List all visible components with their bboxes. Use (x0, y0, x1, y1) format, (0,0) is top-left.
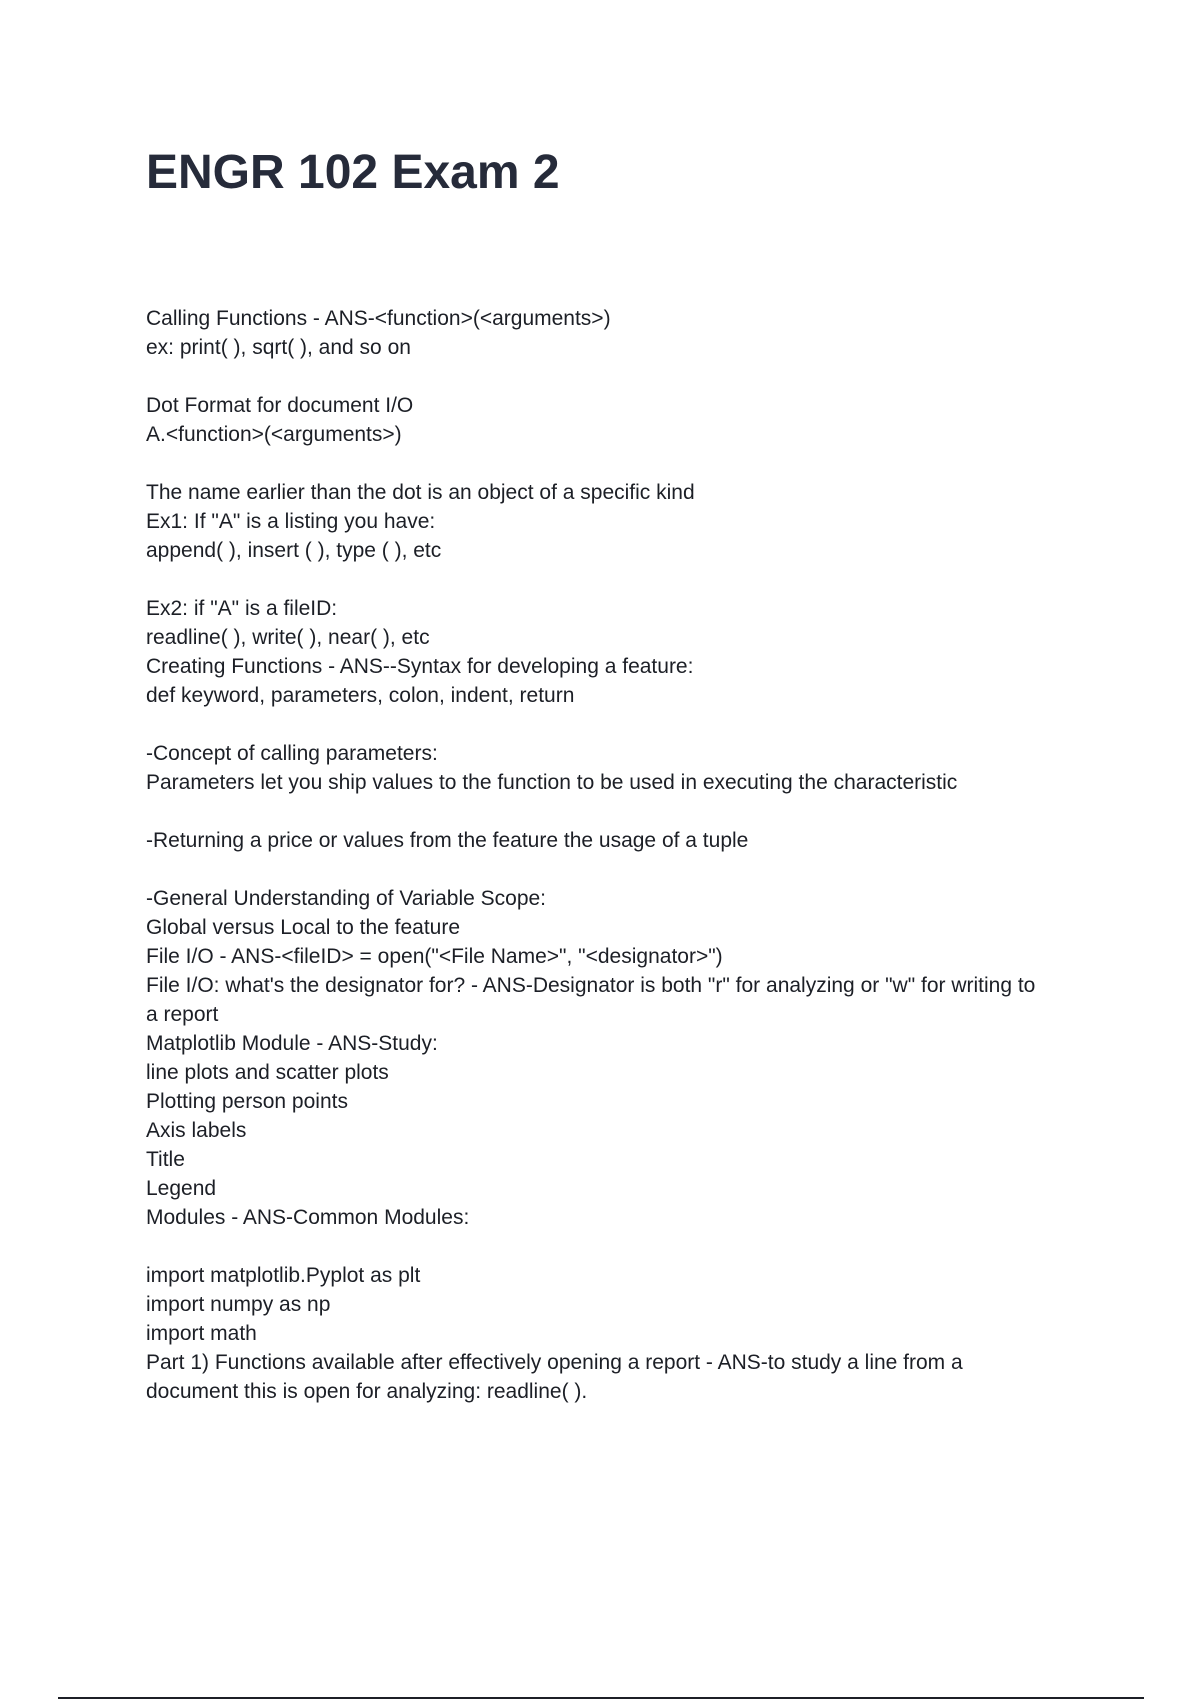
text-line: document this is open for analyzing: readline( ). (146, 1380, 588, 1403)
text-line: Ex2: if "A" is a fileID: (146, 597, 338, 620)
text-line: File I/O - ANS-<fileID> = open("<File Name>", "<designator>") (146, 945, 723, 968)
blank-line (146, 797, 1096, 826)
text-line: Part 1) Functions available after effectively opening a report - ANS-to study a line from a (146, 1351, 963, 1374)
text-line: Calling Functions - ANS-<function>(<arguments>) (146, 307, 611, 330)
text-line: import matplotlib.Pyplot as plt (146, 1264, 421, 1287)
text-line: -Concept of calling parameters: (146, 742, 438, 765)
text-line: Matplotlib Module - ANS-Study: (146, 1032, 438, 1055)
blank-line (146, 362, 1096, 391)
text-line: Plotting person points (146, 1090, 348, 1113)
blank-line (146, 855, 1096, 884)
text-line: readline( ), write( ), near( ), etc (146, 626, 430, 649)
document-body (146, 304, 1096, 1406)
text-line: import math (146, 1322, 257, 1345)
text-line: def keyword, parameters, colon, indent, return (146, 684, 575, 707)
blank-line (146, 710, 1096, 739)
text-line: Title (146, 1148, 185, 1171)
text-line: -General Understanding of Variable Scope: (146, 887, 547, 910)
text-line: a report (146, 1003, 219, 1026)
document-title: ENGR 102 Exam 2 (146, 146, 560, 199)
text-line: -Returning a price or values from the feature the usage of a tuple (146, 829, 749, 852)
text-line: Parameters let you ship values to the function to be used in executing the characteristic (146, 771, 958, 794)
footer-divider (58, 1697, 1144, 1699)
text-line: File I/O: what's the designator for? - ANS-Designator is both "r" for analyzing or "w" for writing to (146, 974, 1036, 997)
text-line: Global versus Local to the feature (146, 916, 461, 939)
text-line: A.<function>(<arguments>) (146, 423, 402, 446)
text-line: line plots and scatter plots (146, 1061, 389, 1084)
blank-line (146, 449, 1096, 478)
text-line: The name earlier than the dot is an object of a specific kind (146, 481, 695, 504)
text-line: Creating Functions - ANS--Syntax for developing a feature: (146, 655, 694, 678)
text-line: append( ), insert ( ), type ( ), etc (146, 539, 442, 562)
text-line: import numpy as np (146, 1293, 331, 1316)
text-line: Ex1: If "A" is a listing you have: (146, 510, 436, 533)
text-line: Modules - ANS-Common Modules: (146, 1206, 470, 1229)
text-line: Axis labels (146, 1119, 247, 1142)
blank-line (146, 565, 1096, 594)
text-line: Legend (146, 1177, 217, 1200)
text-line: ex: print( ), sqrt( ), and so on (146, 336, 411, 359)
text-line: Dot Format for document I/O (146, 394, 414, 417)
blank-line (146, 1232, 1096, 1261)
